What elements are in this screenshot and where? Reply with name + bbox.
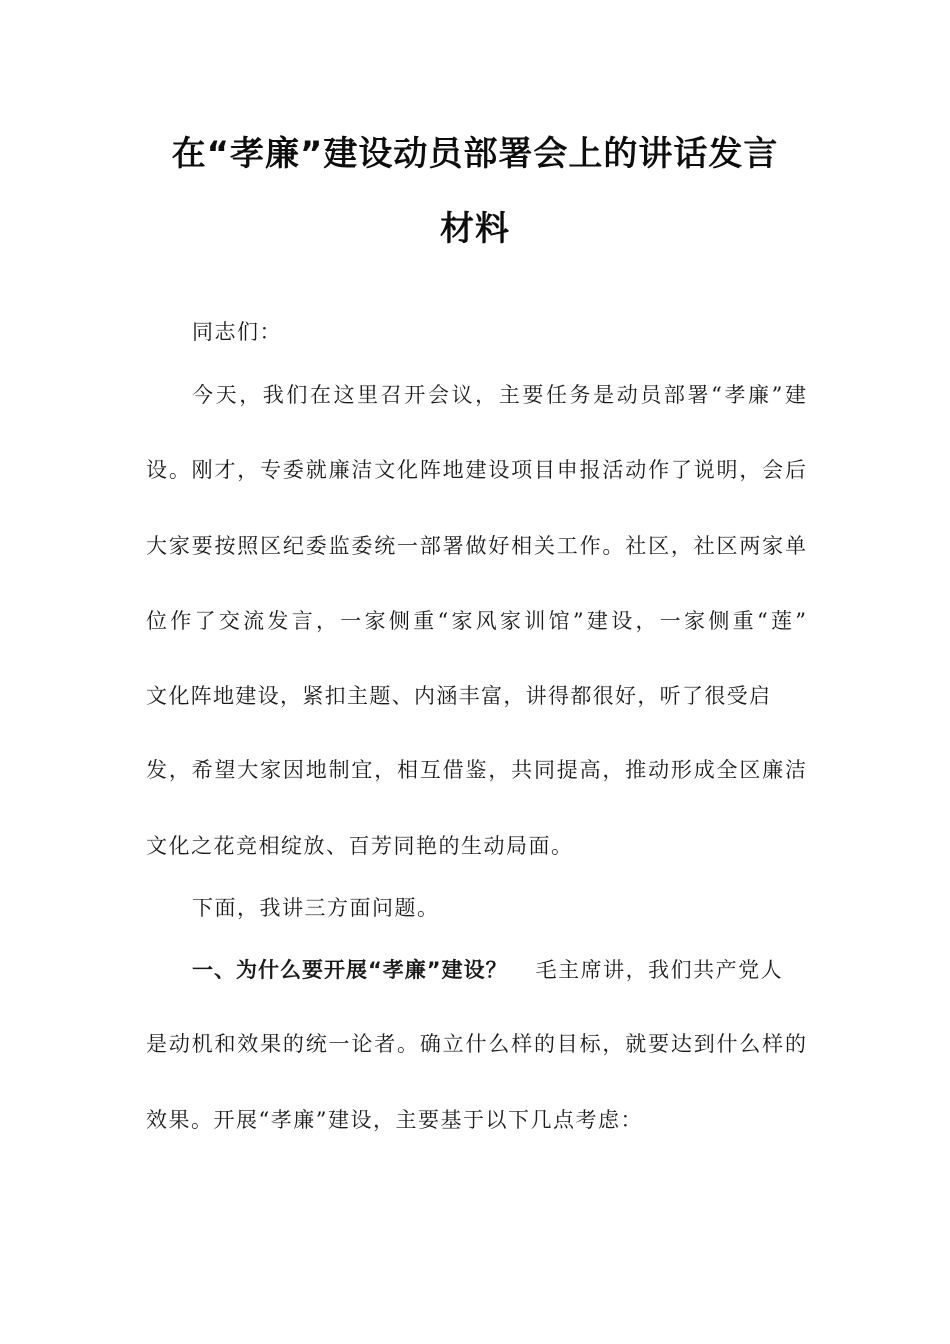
document-title-line-1: 在“孝廉”建设动员部署会上的讲话发言 — [171, 134, 779, 174]
paragraph-1-line-5: 文化阵地建设，紧扣主题、内涵丰富，讲得都很好，听了很受启 — [146, 684, 770, 708]
document-title-line-2: 材料 — [440, 209, 510, 249]
paragraph-1-line-1: 今天，我们在这里召开会议，主要任务是动员部署“孝廉”建 — [192, 383, 806, 407]
section-1-heading: 一、为什么要开展“孝廉”建设？ — [192, 958, 508, 982]
salutation: 同志们： — [192, 320, 282, 344]
section-1-first-line — [192, 956, 806, 984]
paragraph-1-line-3: 大家要按照区纪委监委统一部署做好相关工作。社区，社区两家单 — [146, 534, 806, 558]
paragraph-1-line-7: 文化之花竞相绽放、百芳同艳的生动局面。 — [146, 834, 574, 858]
section-1-lead-text: 毛主席讲，我们共产党人 — [535, 958, 784, 982]
section-1-line-3: 效果。开展“孝廉”建设，主要基于以下几点考虑： — [146, 1108, 643, 1132]
paragraph-1-line-4: 位作了交流发言，一家侧重“家风家训馆”建设，一家侧重“莲” — [146, 609, 806, 633]
paragraph-1-line-2: 设。刚才，专委就廉洁文化阵地建设项目申报活动作了说明，会后 — [146, 458, 806, 482]
section-1-line-2: 是动机和效果的统一论者。确立什么样的目标，就要达到什么样的 — [146, 1032, 806, 1056]
paragraph-2: 下面，我讲三方面问题。 — [192, 896, 440, 920]
paragraph-1-line-6: 发，希望大家因地制宜，相互借鉴，共同提高，推动形成全区廉洁 — [146, 758, 806, 782]
